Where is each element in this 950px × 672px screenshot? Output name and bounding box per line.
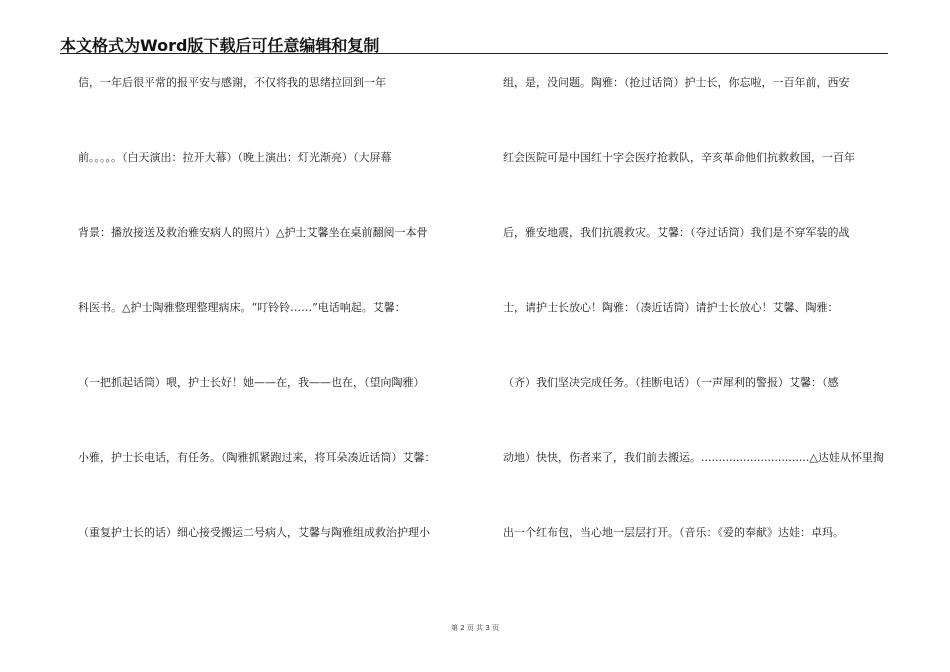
text-line: 士，请护士长放心！陶雅：（凑近话筒）请护士长放心！艾馨、陶雅：: [503, 301, 839, 314]
text-line: 科医书。△护士陶雅整理整理病床。“叮铃铃……”电话响起。艾馨：: [78, 301, 406, 314]
text-line: 背景：播放接送及救治雅安病人的照片）△护士艾馨坐在桌前翻阅一本骨: [78, 226, 428, 239]
text-line: 红会医院可是中国红十字会医疗抢救队，辛亥革命他们抗救救国，一百年: [503, 151, 855, 164]
text-line: 组，是，没问题。陶雅：（抢过话筒）护士长，你忘啦，一百年前，西安: [503, 76, 850, 89]
text-line: （齐）我们坚决完成任务。（挂断电话）（一声犀利的警报）艾馨：（感: [503, 376, 839, 389]
text-line: 小雅，护士长电话，有任务。（陶雅抓紧跑过来，将耳朵凑近话筒）艾馨：: [78, 451, 436, 464]
header-divider: [60, 53, 888, 54]
page-number-footer: 第 2 页 共 3 页: [450, 624, 500, 632]
text-line: 前。。。。。（白天演出：拉开大幕）（晚上演出：灯光渐亮）（大屏幕: [78, 151, 392, 164]
text-line: 动地）快快，伤者来了，我们前去搬运。...............................△达娃从怀里掏: [503, 451, 884, 464]
text-line: （重复护士长的话）细心接受搬运二号病人，艾馨与陶雅组成救治护理小: [78, 526, 430, 539]
text-line: 后，雅安地震，我们抗震救灾。艾馨：（夺过话筒）我们是不穿军装的战: [503, 226, 850, 239]
document-header-title: 本文格式为Word版下载后可任意编辑和复制: [60, 36, 380, 55]
text-line: 信，一年后很平常的报平安与感谢，不仅将我的思绪拉回到一年: [78, 76, 386, 89]
text-line: 出一个红布包，当心地一层层打开。（音乐：《爱的奉献》达娃：卓玛。: [503, 526, 844, 539]
text-line: （一把抓起话筒）喂，护士长好！她——在，我——也在，（望向陶雅）: [78, 376, 425, 389]
